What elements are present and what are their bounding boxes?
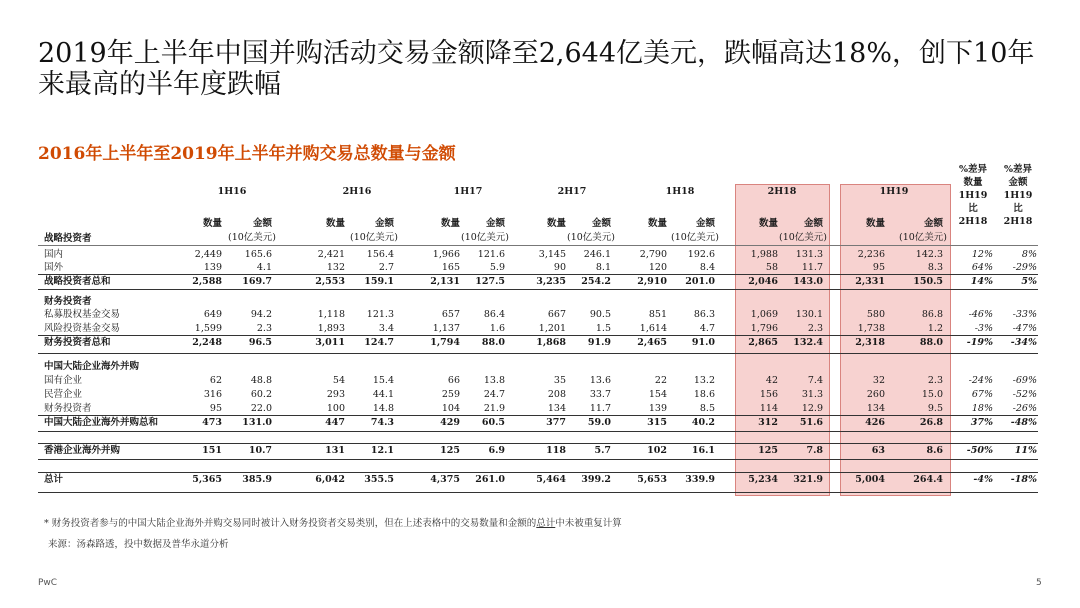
count-cell: 2,331 [855,276,885,287]
amount-header: 金额 [485,218,505,229]
count-cell: 100 [326,403,345,414]
row-label: 民营企业 [44,389,83,400]
count-cell: 667 [547,309,566,320]
table-subtitle: 2016年上半年至2019年上半年并购交易总数量与金额 [38,144,456,164]
period-header-1h16: 1H16 [217,186,247,197]
amount-cell: 121.3 [366,309,394,320]
count-cell: 118 [546,445,566,456]
amount-cell: 8.4 [699,262,715,273]
period-header-1h18: 1H18 [665,186,695,197]
amount-header: 金额 [803,218,823,229]
row-label: 财务投资者 [44,403,92,414]
amount-cell: 2.3 [807,323,823,334]
amount-cell: 264.4 [913,474,943,485]
amount-cell: 26.8 [919,417,943,428]
section-rule [38,353,1038,354]
period-header-1h17: 1H17 [453,186,483,197]
count-header: 数量 [546,218,566,229]
count-cell: 1,738 [857,323,885,334]
footnote [44,515,622,529]
amount-cell: 31.3 [801,389,823,400]
section-rule [38,431,1038,432]
footnote-post: 中未被重复计算 [555,518,622,529]
count-cell: 134 [866,403,885,414]
amount-cell: 169.7 [242,276,272,287]
amount-cell: 385.9 [242,474,272,485]
diff-cell: 18% [971,403,993,414]
row-label: 国内 [44,249,64,260]
period-header-2h17: 2H17 [557,186,587,197]
amount-cell: 13.8 [483,375,505,386]
amount-cell: 159.1 [364,276,394,287]
count-cell: 1,966 [432,249,460,260]
diff-header-count: 数量 [963,177,983,188]
amount-cell: 121.6 [477,249,505,260]
total-rule [38,335,1038,336]
count-cell: 5,464 [536,474,566,485]
count-cell: 2,553 [315,276,345,287]
header-rule [38,245,1038,246]
amount-cell: 165.6 [244,249,272,260]
amount-cell: 156.4 [366,249,394,260]
amount-header: 金额 [923,218,943,229]
count-cell: 2,910 [637,276,667,287]
diff-header-amount: %差异 [1003,164,1033,175]
diff-cell: 8% [1021,249,1037,260]
amount-unit: (10亿美元) [670,232,719,243]
diff-cell: -34% [1010,337,1037,348]
source-note: 来源：汤森路透，投中数据及普华永道分析 [48,539,229,550]
count-cell: 151 [202,445,222,456]
amount-unit: (10亿美元) [349,232,398,243]
amount-cell: 51.6 [799,417,823,428]
amount-cell: 86.8 [921,309,943,320]
amount-cell: 355.5 [364,474,394,485]
amount-cell: 9.5 [927,403,943,414]
page-number: 5 [1036,578,1042,588]
diff-header-count: %差异 [958,164,988,175]
count-cell: 2,790 [639,249,667,260]
amount-cell: 12.9 [801,403,823,414]
diff-cell: -4% [973,474,993,485]
count-cell: 1,794 [430,337,460,348]
diff-cell: -33% [1012,309,1037,320]
amount-cell: 48.8 [250,375,272,386]
count-cell: 2,588 [192,276,222,287]
count-cell: 1,614 [639,323,667,334]
count-cell: 312 [758,417,778,428]
period-header-2h18: 2H18 [767,186,797,197]
amount-cell: 96.5 [248,337,272,348]
count-cell: 5,653 [637,474,667,485]
amount-cell: 13.2 [693,375,715,386]
amount-cell: 254.2 [581,276,611,287]
count-cell: 5,234 [748,474,778,485]
count-cell: 62 [209,375,222,386]
amount-cell: 11.7 [801,262,823,273]
diff-header-amount: 2H18 [1003,216,1033,227]
amount-cell: 60.5 [481,417,505,428]
amount-cell: 131.0 [242,417,272,428]
count-cell: 134 [547,403,566,414]
amount-header: 金额 [252,218,272,229]
section-rule [38,459,1038,460]
count-cell: 54 [332,375,345,386]
row-label: 私募股权基金交易 [44,309,121,320]
total-row-label: 战略投资者总和 [44,276,111,287]
count-cell: 95 [209,403,222,414]
amount-cell: 7.8 [806,445,823,456]
count-cell: 657 [441,309,460,320]
amount-cell: 33.7 [589,389,611,400]
amount-cell: 3.4 [378,323,394,334]
diff-cell: 11% [1014,445,1037,456]
count-cell: 2,465 [637,337,667,348]
count-cell: 2,421 [317,249,345,260]
count-cell: 4,375 [430,474,460,485]
diff-header-count: 比 [968,203,978,214]
count-cell: 63 [871,445,885,456]
count-cell: 120 [648,262,667,273]
count-header: 数量 [440,218,460,229]
diff-cell: -18% [1010,474,1037,485]
section-label: 财务投资者 [44,296,92,307]
count-cell: 3,235 [536,276,566,287]
count-cell: 2,046 [748,276,778,287]
count-cell: 1,988 [750,249,778,260]
amount-cell: 88.0 [919,337,943,348]
total-row-label: 香港企业海外并购 [44,445,121,456]
amount-cell: 7.4 [807,375,823,386]
amount-cell: 74.3 [370,417,394,428]
count-cell: 5,365 [192,474,222,485]
count-cell: 293 [326,389,345,400]
amount-cell: 8.3 [927,262,943,273]
amount-cell: 15.0 [921,389,943,400]
amount-cell: 339.9 [685,474,715,485]
count-cell: 95 [872,262,885,273]
total-rule [38,415,1038,416]
count-cell: 259 [441,389,460,400]
amount-cell: 94.2 [250,309,272,320]
diff-cell: 37% [970,417,993,428]
count-cell: 125 [758,445,778,456]
count-cell: 426 [865,417,885,428]
page-title: 2019年上半年中国并购活动交易金额降至2,644亿美元，跌幅高达18%，创下10年来最高的半年度跌幅 [38,38,1035,100]
amount-cell: 8.6 [926,445,943,456]
diff-cell: -52% [1012,389,1037,400]
count-cell: 154 [648,389,667,400]
amount-cell: 1.5 [595,323,611,334]
row-label: 国外 [44,262,64,273]
section-rule [38,289,1038,290]
diff-cell: 14% [970,276,993,287]
count-cell: 1,201 [538,323,566,334]
amount-cell: 60.2 [250,389,272,400]
amount-cell: 124.7 [364,337,394,348]
diff-cell: -26% [1012,403,1037,414]
total-row-label: 中国大陆企业海外并购总和 [44,417,159,428]
amount-cell: 59.0 [587,417,611,428]
count-cell: 2,131 [430,276,460,287]
table-bottom-rule [38,492,1038,493]
count-cell: 2,865 [748,337,778,348]
count-cell: 156 [759,389,778,400]
amount-cell: 86.4 [483,309,505,320]
diff-header-amount: 1H19 [1003,190,1033,201]
amount-cell: 1.6 [489,323,505,334]
total-rule [38,472,1038,473]
count-cell: 35 [553,375,566,386]
amount-cell: 201.0 [685,276,715,287]
count-cell: 139 [203,262,222,273]
amount-cell: 8.5 [699,403,715,414]
amount-cell: 2.7 [378,262,394,273]
amount-cell: 246.1 [583,249,611,260]
count-header: 数量 [758,218,778,229]
count-cell: 125 [440,445,460,456]
diff-cell: -29% [1012,262,1037,273]
count-cell: 1,069 [750,309,778,320]
amount-cell: 44.1 [372,389,394,400]
count-cell: 580 [866,309,885,320]
count-cell: 139 [648,403,667,414]
diff-cell: 64% [971,262,993,273]
amount-unit: (10亿美元) [227,232,276,243]
period-header-2h16: 2H16 [342,186,372,197]
amount-cell: 4.7 [699,323,715,334]
amount-cell: 8.1 [595,262,611,273]
amount-cell: 150.5 [913,276,943,287]
count-cell: 131 [325,445,345,456]
count-cell: 1,868 [536,337,566,348]
count-cell: 22 [654,375,667,386]
count-header: 数量 [647,218,667,229]
row-label: 国有企业 [44,375,83,386]
diff-header-count: 1H19 [958,190,988,201]
amount-cell: 88.0 [481,337,505,348]
amount-cell: 5.7 [594,445,611,456]
amount-cell: 142.3 [915,249,943,260]
amount-cell: 22.0 [250,403,272,414]
amount-cell: 10.7 [248,445,272,456]
amount-unit: (10亿美元) [898,232,947,243]
count-cell: 1,796 [750,323,778,334]
amount-cell: 130.1 [795,309,823,320]
amount-cell: 12.1 [370,445,394,456]
diff-header-amount: 比 [1013,203,1023,214]
count-cell: 377 [546,417,566,428]
count-cell: 58 [765,262,778,273]
count-cell: 2,248 [192,337,222,348]
count-header: 数量 [202,218,222,229]
amount-cell: 192.6 [687,249,715,260]
count-cell: 6,042 [315,474,345,485]
count-cell: 3,145 [538,249,566,260]
count-cell: 649 [203,309,222,320]
amount-header: 金额 [695,218,715,229]
count-cell: 447 [325,417,345,428]
amount-cell: 91.9 [587,337,611,348]
diff-cell: 12% [971,249,993,260]
count-cell: 102 [647,445,667,456]
row-label: 风险投资基金交易 [44,323,121,334]
amount-cell: 4.1 [256,262,272,273]
amount-cell: 18.6 [693,389,715,400]
amount-header: 金额 [591,218,611,229]
amount-cell: 132.4 [793,337,823,348]
count-cell: 1,893 [317,323,345,334]
count-cell: 5,004 [855,474,885,485]
count-cell: 3,011 [315,337,345,348]
footnote-pre: * 财务投资者参与的中国大陆企业海外并购交易同时被计入财务投资者交易类别，但在上述表格中的交易数量和金额的 [44,518,537,529]
diff-cell: -3% [974,323,993,334]
amount-cell: 16.1 [691,445,715,456]
count-cell: 429 [440,417,460,428]
amount-cell: 2.3 [927,375,943,386]
amount-cell: 143.0 [793,276,823,287]
amount-cell: 1.2 [927,323,943,334]
amount-cell: 90.5 [589,309,611,320]
amount-cell: 13.6 [589,375,611,386]
count-cell: 90 [553,262,566,273]
count-cell: 315 [647,417,667,428]
diff-cell: -47% [1012,323,1037,334]
section-label: 战略投资者 [44,233,92,244]
amount-cell: 40.2 [691,417,715,428]
diff-header-amount: 金额 [1008,177,1028,188]
count-cell: 316 [203,389,222,400]
total-row-label: 财务投资者总和 [44,337,111,348]
total-rule [38,443,1038,444]
amount-cell: 127.5 [475,276,505,287]
amount-cell: 21.9 [483,403,505,414]
amount-unit: (10亿美元) [566,232,615,243]
amount-cell: 15.4 [372,375,394,386]
footnote-underlined: 总计 [536,518,556,529]
count-cell: 132 [326,262,345,273]
amount-header: 金额 [374,218,394,229]
diff-cell: 67% [971,389,993,400]
total-rule [38,274,1038,275]
count-cell: 2,236 [857,249,885,260]
count-cell: 1,599 [194,323,222,334]
count-cell: 114 [759,403,778,414]
diff-header-count: 2H18 [958,216,988,227]
count-cell: 260 [866,389,885,400]
count-header: 数量 [325,218,345,229]
diff-cell: -48% [1010,417,1037,428]
diff-cell: -69% [1012,375,1037,386]
amount-unit: (10亿美元) [778,232,827,243]
amount-cell: 5.9 [489,262,505,273]
section-label: 中国大陆企业海外并购 [44,361,140,372]
amount-cell: 399.2 [581,474,611,485]
count-cell: 32 [872,375,885,386]
amount-cell: 91.0 [691,337,715,348]
total-row-label: 总计 [44,474,64,485]
amount-cell: 14.8 [372,403,394,414]
diff-cell: -19% [966,337,993,348]
amount-cell: 24.7 [483,389,505,400]
amount-cell: 261.0 [475,474,505,485]
amount-cell: 321.9 [793,474,823,485]
amount-cell: 86.3 [693,309,715,320]
count-cell: 104 [441,403,460,414]
amount-cell: 6.9 [488,445,505,456]
amount-cell: 131.3 [795,249,823,260]
diff-cell: -24% [968,375,993,386]
diff-cell: -50% [966,445,993,456]
count-cell: 851 [648,309,667,320]
brand-footer: PwC [38,578,58,588]
count-cell: 2,449 [194,249,222,260]
diff-cell: 5% [1021,276,1037,287]
count-cell: 1,137 [432,323,460,334]
count-cell: 42 [765,375,778,386]
amount-cell: 2.3 [256,323,272,334]
count-cell: 473 [202,417,222,428]
count-cell: 2,318 [855,337,885,348]
count-cell: 165 [441,262,460,273]
count-cell: 66 [447,375,460,386]
count-cell: 208 [547,389,566,400]
amount-cell: 11.7 [589,403,611,414]
amount-unit: (10亿美元) [460,232,509,243]
period-header-1h19: 1H19 [879,186,909,197]
count-header: 数量 [865,218,885,229]
diff-cell: -46% [968,309,993,320]
count-cell: 1,118 [317,309,345,320]
